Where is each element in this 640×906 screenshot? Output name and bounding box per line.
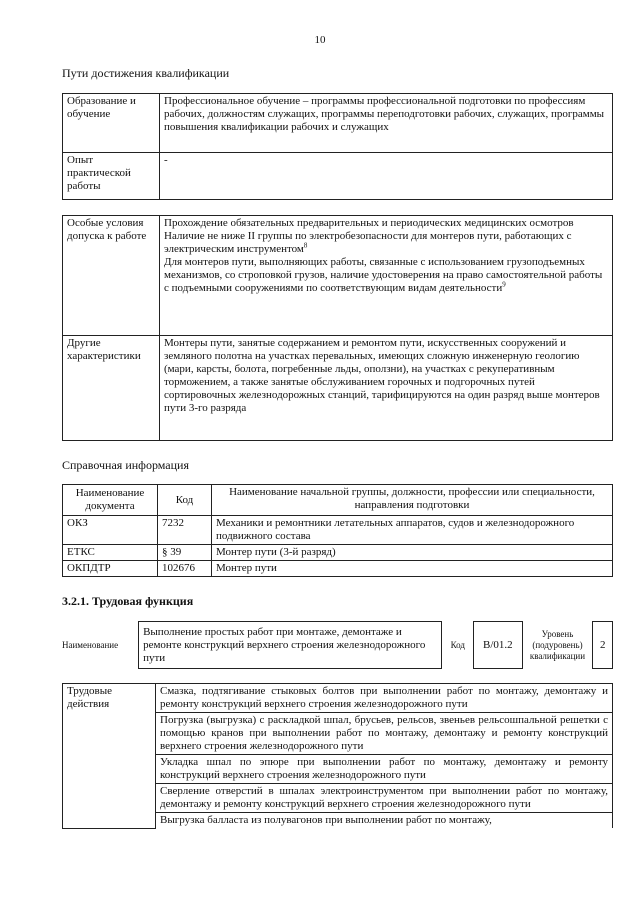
labor-actions-label: Трудовые действия bbox=[63, 684, 156, 829]
special-condition-line: Для монтеров пути, выполняющих работы, связанные с использованием грузоподъемных механизмов, со строповкой грузов, наличие удостоверения на право самостоятельной работы с подъемными сооружениями по соответствующим видам деятельности$^9$ bbox=[164, 256, 603, 294]
reference-code-cell: 7232 bbox=[158, 516, 212, 545]
function-level-value: 2 bbox=[593, 622, 613, 669]
experience-value: - bbox=[160, 153, 613, 200]
labor-action-item: Погрузка (выгрузка) с раскладкой шпал, брусьев, рельсов, звеньев рельсошпальной решетки с помощью кранов при выполнении работ по монтажу, демонтажу и ремонту конструкций верхнего строения железнодорожного пути bbox=[156, 713, 613, 755]
table-row bbox=[63, 545, 613, 561]
function-code-value: B/01.2 bbox=[474, 622, 522, 669]
table-row bbox=[63, 153, 613, 200]
function-code-label: Код bbox=[450, 639, 465, 650]
column-header-code: Код bbox=[158, 485, 212, 516]
column-header-name: Наименование начальной группы, должности, профессии или специальности, направления подготовки bbox=[212, 485, 613, 516]
table-header-row bbox=[63, 485, 613, 516]
reference-name-cell: Монтер пути (3-й разряд) bbox=[212, 545, 613, 561]
reference-table bbox=[62, 484, 613, 577]
function-level-label: Уровень (подуровень) квалификации bbox=[529, 628, 586, 661]
special-condition-line: Наличие не ниже II группы по электробезопасности для монтеров пути, работающих с электрическим инструментом$^8$ bbox=[164, 230, 572, 255]
education-value: Профессиональное обучение – программы профессиональной подготовки по профессиям рабочих, должностям служащих, программы переподготовки рабочих, служащих, программы повышения квалификации рабочих и служащих bbox=[160, 94, 613, 153]
table-row bbox=[63, 561, 613, 577]
qualification-paths-heading: Пути достижения квалификации bbox=[62, 66, 230, 80]
reference-code-cell: 102676 bbox=[158, 561, 212, 577]
table-row bbox=[63, 516, 613, 545]
footnote-ref: 9 bbox=[502, 280, 506, 289]
footnote-ref: 8 bbox=[303, 241, 308, 250]
function-name-label: Наименование bbox=[62, 639, 119, 650]
reference-doc-cell: ОКЗ bbox=[63, 516, 158, 545]
table-row bbox=[62, 622, 613, 669]
reference-name-cell: Механики и ремонтники летательных аппаратов, судов и железнодорожного подвижного состава bbox=[212, 516, 613, 545]
experience-label: Опыт практической работы bbox=[63, 153, 160, 200]
special-conditions-label: Особые условия допуска к работе bbox=[63, 216, 160, 336]
other-characteristics-value: Монтеры пути, занятые содержанием и ремонтом пути, искусственных сооружений и земляного полотна на участках перевальных, имеющих сложную инженерную геологию (мари, карсты, болота, погребенные льды, оползни), на участках с рекуперативным торможением, а также занятые обслуживанием горочных и подгорочных путей сортировочных железнодорожных станций, тарифицируются на один разряд выше монтеров пути 3-го разряда bbox=[160, 336, 613, 441]
table-row bbox=[63, 684, 613, 713]
column-header-document: Наименование документа bbox=[63, 485, 158, 516]
table-row bbox=[63, 216, 613, 336]
table-row bbox=[63, 94, 613, 153]
qualification-paths-table bbox=[62, 93, 613, 200]
labor-actions-table bbox=[62, 683, 613, 829]
education-label: Образование и обучение bbox=[63, 94, 160, 153]
reference-heading: Справочная информация bbox=[62, 458, 189, 472]
reference-doc-cell: ЕТКС bbox=[63, 545, 158, 561]
labor-function-table bbox=[62, 621, 613, 669]
other-characteristics-label: Другие характеристики bbox=[63, 336, 160, 441]
reference-doc-cell: ОКПДТР bbox=[63, 561, 158, 577]
special-conditions-value bbox=[160, 216, 613, 336]
labor-action-item: Смазка, подтягивание стыковых болтов при выполнении работ по монтажу, демонтажу и ремонту конструкций верхнего строения железнодорожного пути bbox=[156, 684, 613, 713]
page-number: 10 bbox=[314, 34, 326, 46]
conditions-table bbox=[62, 215, 613, 441]
labor-function-heading: 3.2.1. Трудовая функция bbox=[62, 594, 194, 608]
special-condition-line: Прохождение обязательных предварительных и периодических медицинских осмотров bbox=[164, 217, 574, 229]
function-name-value: Выполнение простых работ при монтаже, демонтаже и ремонте конструкций верхнего строения железнодорожного пути bbox=[139, 622, 442, 669]
table-row bbox=[63, 336, 613, 441]
reference-code-cell: § 39 bbox=[158, 545, 212, 561]
labor-action-item: Сверление отверстий в шпалах электроинструментом при выполнении работ по монтажу, демонтажу и ремонту конструкций верхнего строения железнодорожного пути bbox=[156, 784, 613, 813]
labor-action-item: Укладка шпал по эпюре при выполнении работ по монтажу, демонтажу и ремонту конструкций верхнего строения железнодорожного пути bbox=[156, 755, 613, 784]
labor-action-item: Выгрузка балласта из полувагонов при выполнении работ по монтажу, bbox=[156, 813, 613, 829]
reference-name-cell: Монтер пути bbox=[212, 561, 613, 577]
